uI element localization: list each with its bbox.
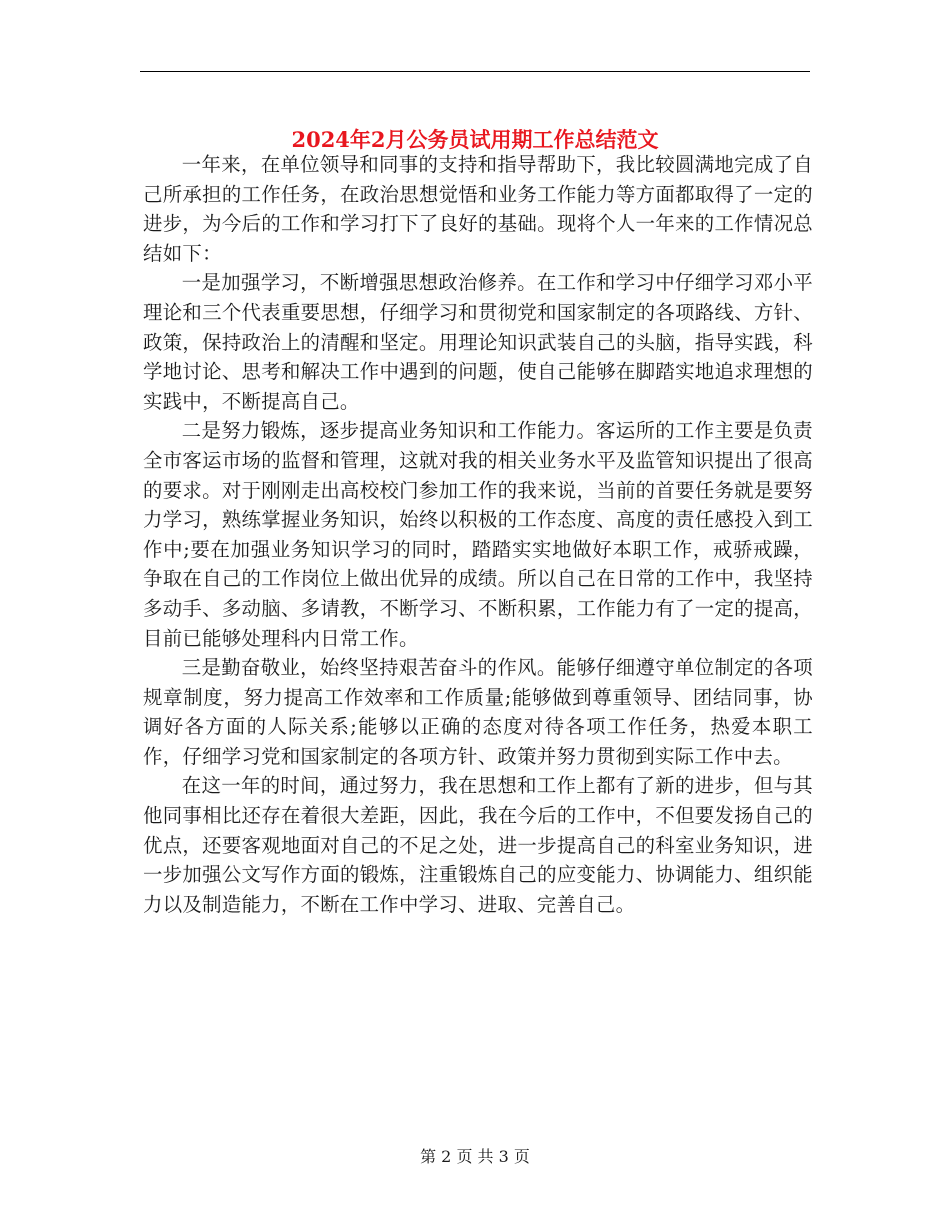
- document-body: [143, 150, 813, 919]
- paragraph-study: 一是加强学习，不断增强思想政治修养。在工作和学习中仔细学习邓小平理论和三个代表重要思想，仔细学习和贯彻党和国家制定的各项路线、方针、政策，保持政治上的清醒和坚定。用理论知识武装自己的头脑，指导实践，科学地讨论、思考和解决工作中遇到的问题，使自己能够在脚踏实地追求理想的实践中，不断提高自己。: [143, 271, 813, 413]
- paragraph-diligence: 三是勤奋敬业，始终坚持艰苦奋斗的作风。能够仔细遵守单位制定的各项规章制度，努力提高工作效率和工作质量;能够做到尊重领导、团结同事，协调好各方面的人际关系;能够以正确的态度对待各项工作任务，热爱本职工作，仔细学习党和国家制定的各项方针、政策并努力贯彻到实际工作中去。: [143, 656, 813, 768]
- paragraph-conclusion: 在这一年的时间，通过努力，我在思想和工作上都有了新的进步，但与其他同事相比还存在着很大差距，因此，我在今后的工作中，不但要发扬自己的优点，还要客观地面对自己的不足之处，进一步提高自己的科室业务知识，进一步加强公文写作方面的锻炼，注重锻炼自己的应变能力、协调能力、组织能力以及制造能力，不断在工作中学习、进取、完善自己。: [143, 774, 813, 916]
- page-number-footer: 第 2 页 共 3 页: [420, 1147, 530, 1166]
- paragraph-intro: 一年来，在单位领导和同事的支持和指导帮助下，我比较圆满地完成了自己所承担的工作任务，在政治思想觉悟和业务工作能力等方面都取得了一定的进步，为今后的工作和学习打下了良好的基础。现将个人一年来的工作情况总结如下：: [143, 153, 813, 265]
- paragraph-training: 二是努力锻炼，逐步提高业务知识和工作能力。客运所的工作主要是负责全市客运市场的监督和管理，这就对我的相关业务水平及监管知识提出了很高的要求。对于刚刚走出高校校门参加工作的我来说，当前的首要任务就是要努力学习，熟练掌握业务知识，始终以积极的工作态度、高度的责任感投入到工作中;要在加强业务知识学习的同时，踏踏实实地做好本职工作，戒骄戒躁，争取在自己的工作岗位上做出优异的成绩。所以自己在日常的工作中，我坚持多动手、多动脑、多请教，不断学习、不断积累，工作能力有了一定的提高，目前已能够处理科内日常工作。: [143, 419, 813, 650]
- document-title: 2024年2月公务员试用期工作总结范文: [291, 127, 659, 153]
- header-rule: [140, 71, 810, 72]
